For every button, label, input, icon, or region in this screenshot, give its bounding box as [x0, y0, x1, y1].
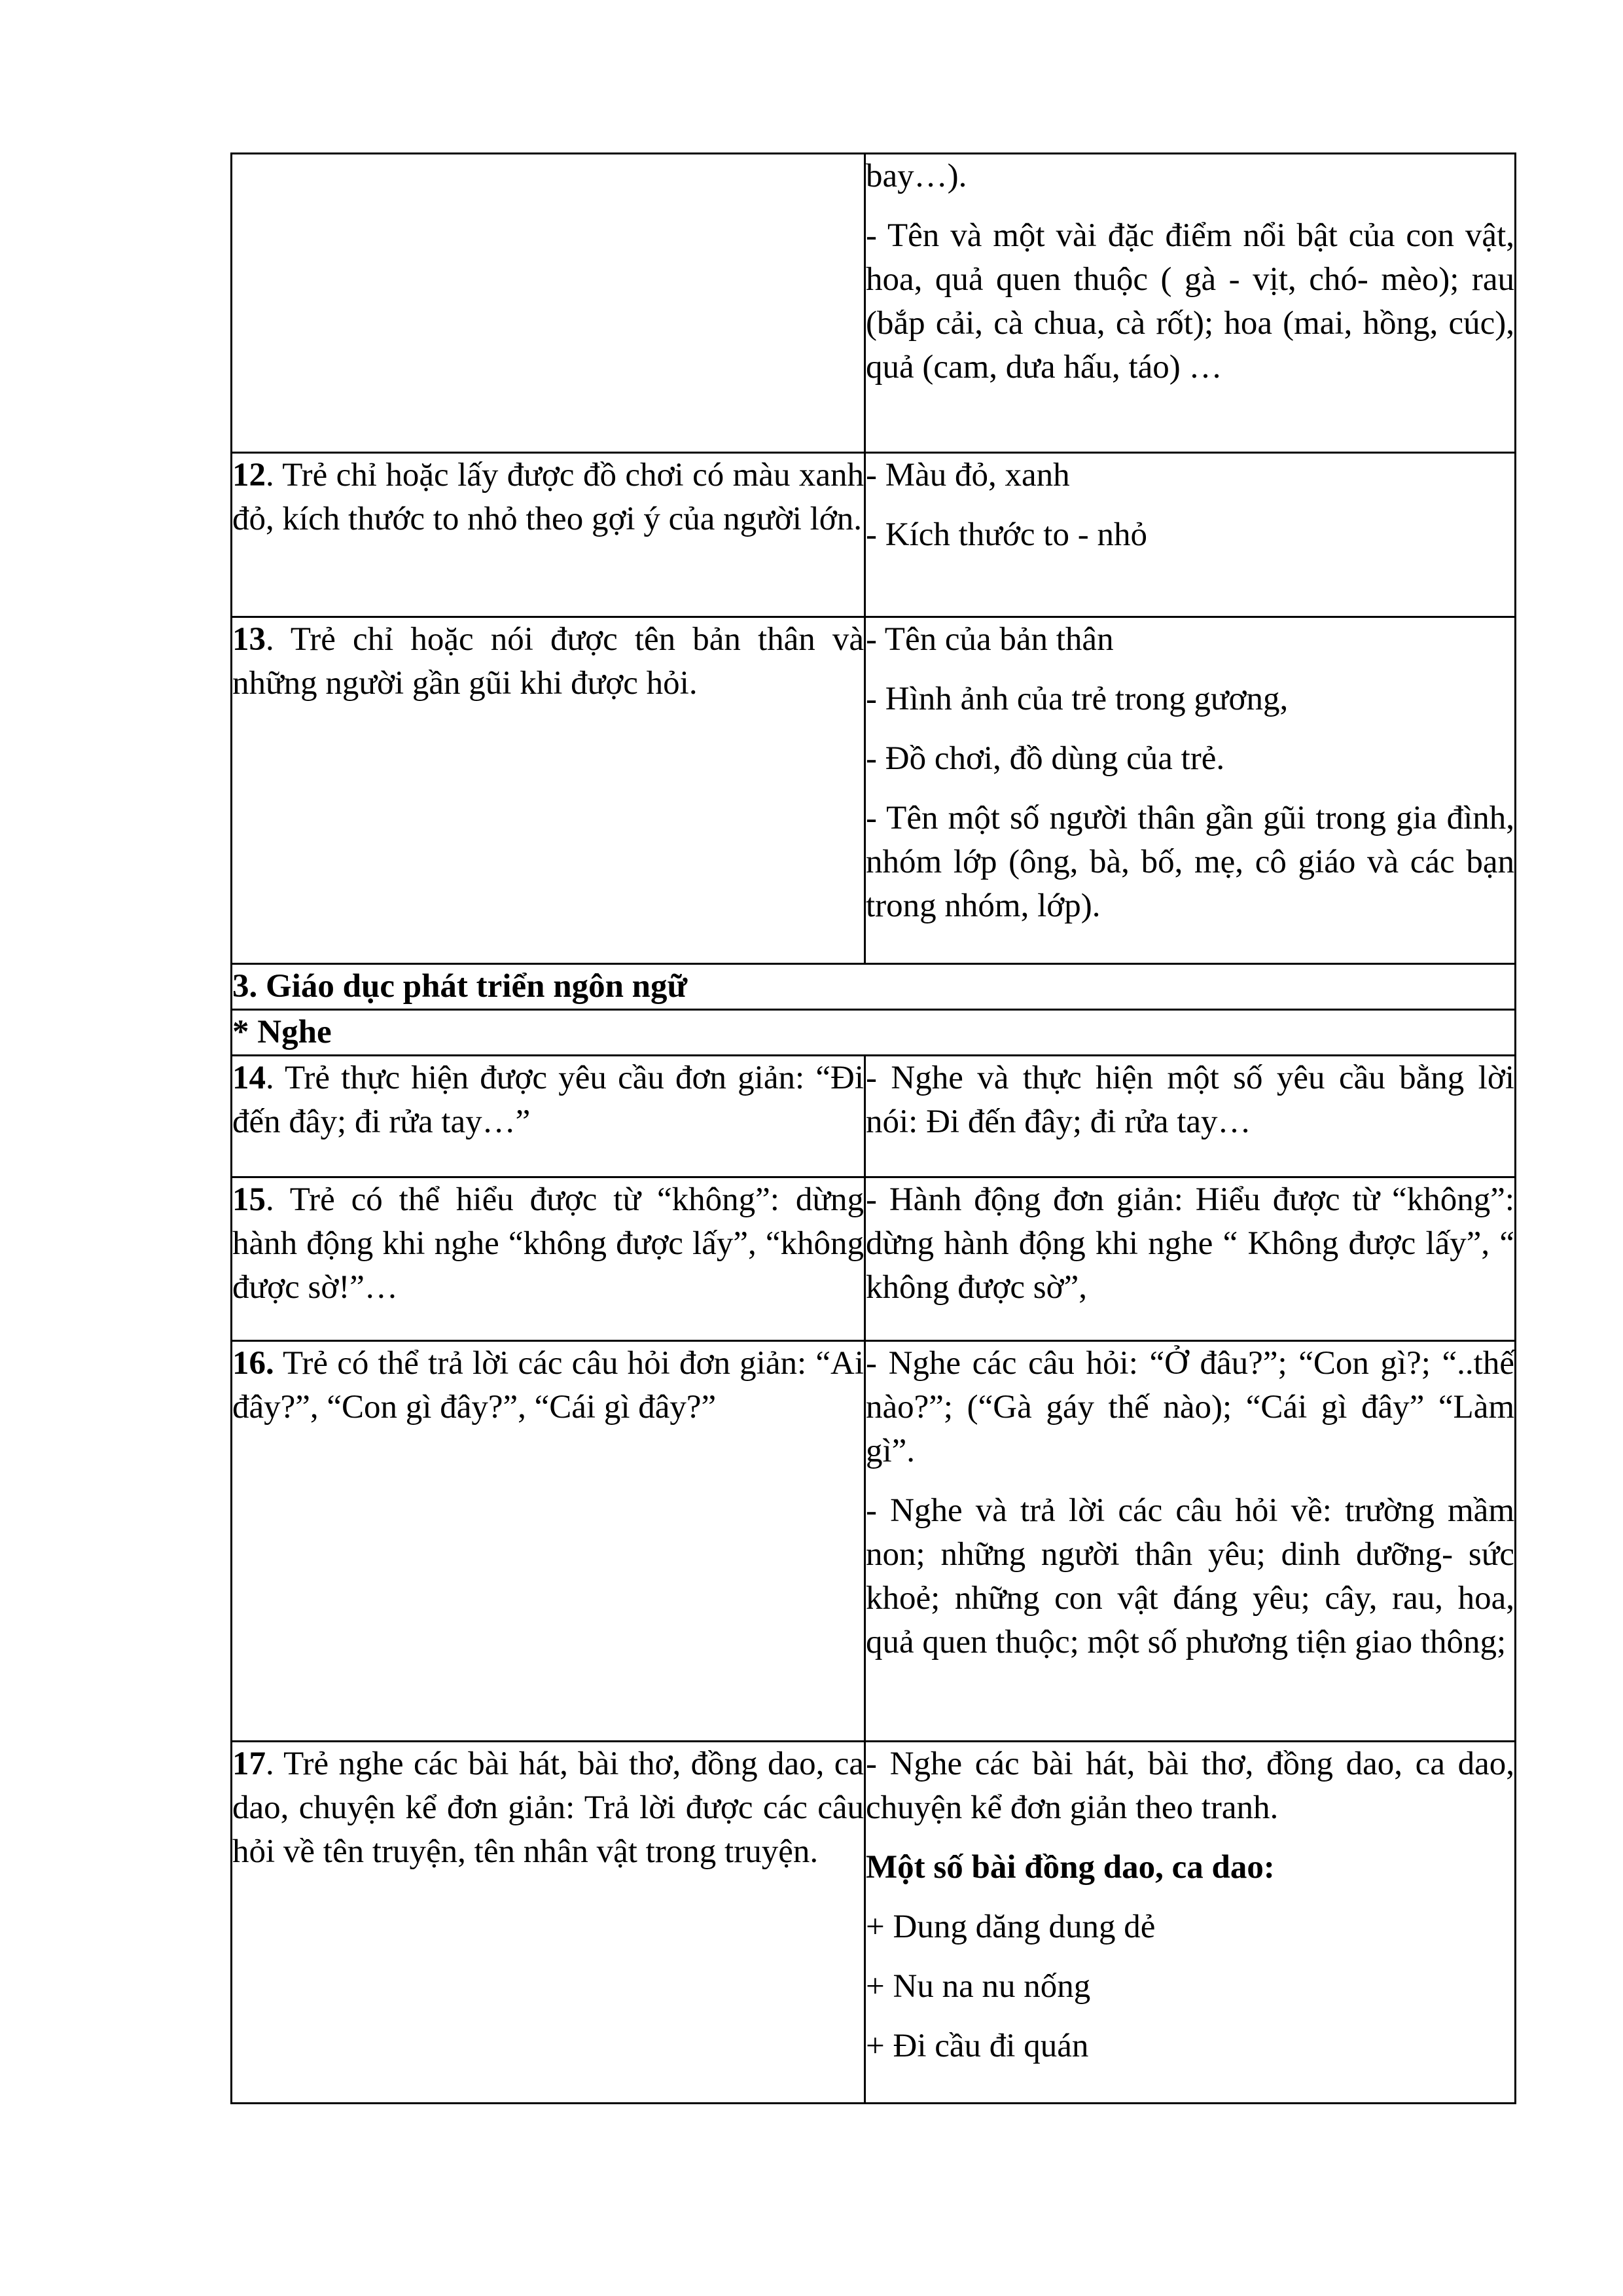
content-line: - Nghe và trả lời các câu hỏi về: trường mầm non; những người thân yêu; dinh dưỡng- sức khoẻ; những con vật đáng yêu; cây, rau, hoa, quả quen thuộc; một số phương tiện giao thông; — [866, 1492, 1514, 1660]
table-row — [232, 1742, 1516, 2104]
section-heading: 3. Giáo dục phát triển ngôn ngữ — [232, 964, 1516, 1010]
content-line: - Hình ảnh của trẻ trong gương, — [866, 681, 1289, 717]
content-line: - Tên và một vài đặc điểm nổi bật của con vật, hoa, quả quen thuộc ( gà - vịt, chó- mèo); rau (bắp cải, cà chua, cà rốt); hoa (mai, hồng, cúc), quả (cam, dưa hấu, táo) … — [866, 217, 1514, 386]
content-line: + Nu na nu nống — [866, 1968, 1091, 2005]
content-cell — [865, 1177, 1516, 1341]
content-line: - Hành động đơn giản: Hiểu được từ “không”: dừng hành động khi nghe “ Không được lấy”, “ không được sờ”, — [866, 1181, 1514, 1306]
subsection-heading: * Nghe — [232, 1010, 1516, 1056]
objective-number: 16. — [232, 1345, 274, 1382]
content-line: - Tên của bản thân — [866, 621, 1114, 658]
objective-text: Trẻ có thể trả lời các câu hỏi đơn giản: “Ai đây?”, “Con gì đây?”, “Cái gì đây?” — [232, 1345, 864, 1426]
section-row — [232, 964, 1516, 1010]
objective-cell — [232, 453, 865, 617]
objective-number: 14 — [232, 1060, 266, 1096]
objective-number: 12 — [232, 457, 266, 493]
content-cell — [865, 617, 1516, 964]
content-line: - Màu đỏ, xanh — [866, 457, 1070, 493]
objective-cell — [232, 1341, 865, 1742]
table-row — [232, 1341, 1516, 1742]
table-row — [232, 1177, 1516, 1341]
curriculum-table — [230, 152, 1516, 2104]
table-row — [232, 617, 1516, 964]
objective-cell — [232, 1742, 865, 2104]
objective-cell — [232, 617, 865, 964]
content-line: - Đồ chơi, đồ dùng của trẻ. — [866, 740, 1225, 777]
table-row — [232, 1056, 1516, 1177]
table-row — [232, 154, 1516, 453]
content-line: - Kích thước to - nhỏ — [866, 516, 1147, 553]
objective-number: 15 — [232, 1181, 266, 1218]
content-cell — [865, 1341, 1516, 1742]
objective-text: . Trẻ nghe các bài hát, bài thơ, đồng dao, ca dao, chuyện kể đơn giản: Trả lời được các câu hỏi về tên truyện, tên nhân vật trong truyện. — [232, 1746, 864, 1870]
content-line: - Tên một số người thân gần gũi trong gia đình, nhóm lớp (ông, bà, bố, mẹ, cô giáo và các bạn trong nhóm, lớp). — [866, 800, 1514, 924]
objective-cell — [232, 1177, 865, 1341]
subsection-row — [232, 1010, 1516, 1056]
content-line: - Nghe các bài hát, bài thơ, đồng dao, ca dao, chuyện kể đơn giản theo tranh. — [866, 1746, 1514, 1826]
content-cell — [865, 154, 1516, 453]
objective-cell — [232, 1056, 865, 1177]
content-line: - Nghe các câu hỏi: “Ở đâu?”; “Con gì?; “..thế nào?”; (“Gà gáy thế nào); “Cái gì đây” “Làm gì”. — [866, 1345, 1514, 1469]
objective-text: . Trẻ chỉ hoặc lấy được đồ chơi có màu xanh đỏ, kích thước to nhỏ theo gợi ý của người lớn. — [232, 457, 864, 537]
content-line: - Nghe và thực hiện một số yêu cầu bằng lời nói: Đi đến đây; đi rửa tay… — [866, 1060, 1514, 1140]
content-cell — [865, 1742, 1516, 2104]
content-line: bay…). — [866, 158, 967, 194]
content-heading: Một số bài đồng dao, ca dao: — [866, 1849, 1275, 1886]
objective-text: . Trẻ có thể hiểu được từ “không”: dừng hành động khi nghe “không được lấy”, “không được sờ!”… — [232, 1181, 864, 1306]
objective-text: . Trẻ chỉ hoặc nói được tên bản thân và những người gần gũi khi được hỏi. — [232, 621, 864, 702]
objective-number: 13 — [232, 621, 266, 658]
content-line: + Dung dăng dung dẻ — [866, 1909, 1156, 1945]
table-row — [232, 453, 1516, 617]
content-cell — [865, 453, 1516, 617]
objective-number: 17 — [232, 1746, 266, 1782]
objective-cell — [232, 154, 865, 453]
objective-text: . Trẻ thực hiện được yêu cầu đơn giản: “Đi đến đây; đi rửa tay…” — [232, 1060, 864, 1140]
content-line: + Đi cầu đi quán — [866, 2028, 1089, 2064]
content-cell — [865, 1056, 1516, 1177]
